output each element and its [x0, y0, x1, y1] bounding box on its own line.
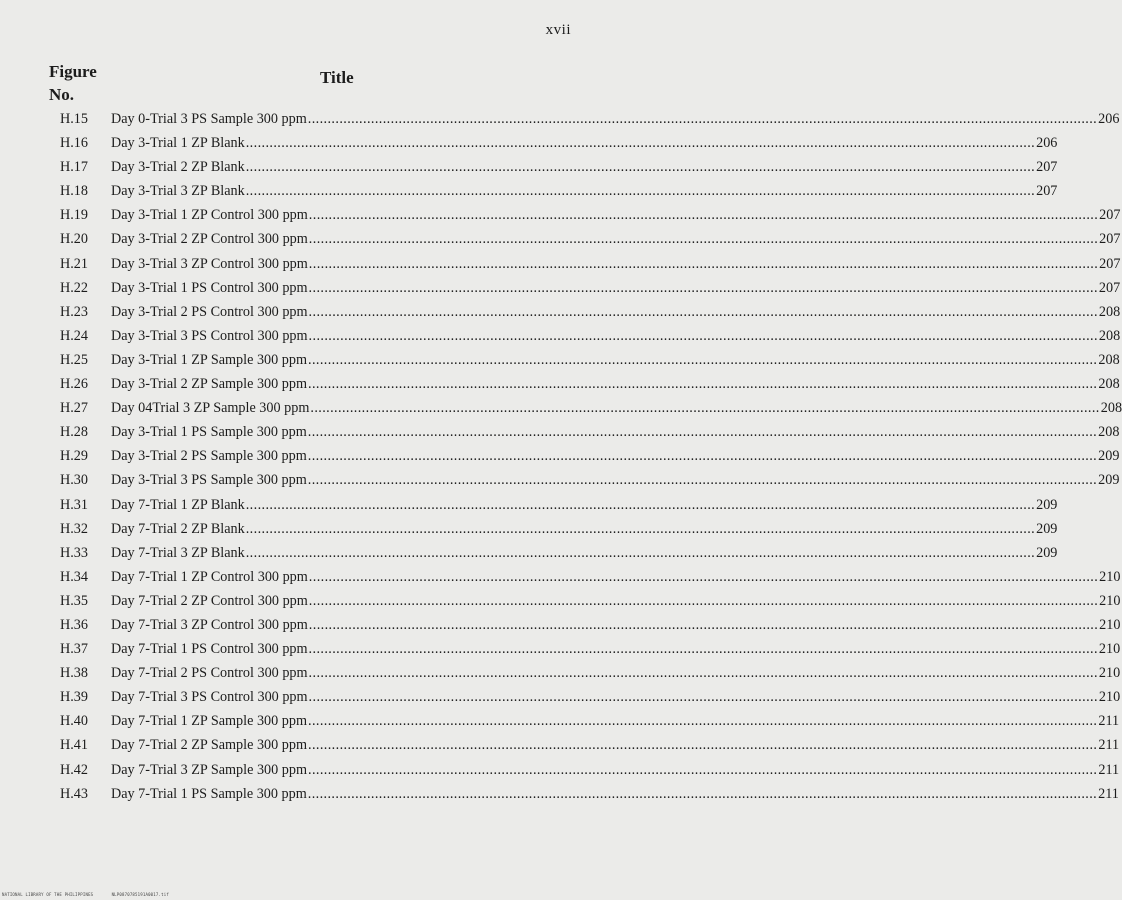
list-item	[0, 614, 1121, 638]
figure-page-number: 206	[1098, 111, 1120, 127]
dot-leader: ........................................................................................................................................................................................................	[307, 472, 1098, 489]
figure-title-line	[111, 665, 1121, 682]
list-item	[0, 542, 1058, 566]
figure-number: H.37	[60, 641, 88, 658]
footer-library-label: NATIONAL LIBRARY OF THE PHILIPPINES	[2, 892, 94, 897]
dot-leader: ........................................................................................................................................................................................................	[245, 159, 1036, 176]
dot-leader: ........................................................................................................................................................................................................	[307, 424, 1098, 441]
page-number: xvii	[545, 22, 571, 38]
figure-title: Day 0-Trial 3 PS Sample 300 ppm	[111, 111, 307, 127]
list-item	[0, 783, 1119, 807]
dot-leader: ........................................................................................................................................................................................................	[307, 785, 1098, 802]
figure-number: H.21	[60, 255, 88, 272]
dot-leader: ........................................................................................................................................................................................................	[308, 351, 1098, 368]
figure-title: Day 3-Trial 3 PS Control 300 ppm	[111, 327, 308, 344]
figure-page-number: 209	[1036, 544, 1058, 561]
list-item	[0, 686, 1121, 710]
figure-number: H.34	[60, 568, 88, 585]
figure-page-number: 210	[1098, 665, 1121, 682]
figure-title-line	[111, 400, 1122, 417]
figure-number: H.20	[60, 231, 88, 248]
list-item	[0, 349, 1120, 373]
figure-title: Day 7-Trial 2 ZP Control 300 ppm	[111, 592, 308, 609]
figure-page-number: 208	[1100, 400, 1122, 417]
figure-number: H.22	[60, 279, 88, 296]
dot-leader: ........................................................................................................................................................................................................	[245, 520, 1036, 537]
figure-page-number: 206	[1036, 135, 1058, 152]
dot-leader: ........................................................................................................................................................................................................	[245, 496, 1036, 513]
figure-title-line	[111, 616, 1121, 634]
list-item	[0, 734, 1120, 758]
figure-title-line	[111, 592, 1121, 610]
figure-title-line	[111, 159, 1058, 176]
figure-page-number: 210	[1098, 641, 1121, 658]
dot-leader: ........................................................................................................................................................................................................	[308, 761, 1098, 778]
column-heading-figure-no: Figure No.	[49, 62, 97, 104]
list-item	[0, 132, 1058, 156]
figure-title: Day 3-Trial 1 PS Control 300 ppm	[111, 279, 308, 296]
list-item	[0, 494, 1058, 518]
dot-leader: ........................................................................................................................................................................................................	[308, 231, 1099, 248]
figure-number: H.16	[60, 135, 88, 152]
figure-page-number: 207	[1099, 207, 1121, 224]
figure-number: H.42	[60, 761, 88, 778]
figure-title-line	[111, 303, 1121, 321]
figure-title-line	[111, 231, 1121, 248]
figure-page-number: 208	[1098, 303, 1121, 320]
figure-title-line	[111, 689, 1121, 706]
figure-page-number: 211	[1098, 785, 1119, 802]
figure-number: H.18	[60, 183, 88, 200]
dot-leader: ........................................................................................................................................................................................................	[308, 376, 1098, 393]
dot-leader: ........................................................................................................................................................................................................	[308, 255, 1099, 272]
figure-title-line	[111, 713, 1120, 730]
dot-leader: ........................................................................................................................................................................................................	[308, 327, 1098, 344]
footer-file-code: NLP0870785191A0017.tif	[111, 892, 169, 897]
dot-leader: ........................................................................................................................................................................................................	[307, 448, 1098, 465]
figure-number: H.43	[60, 785, 88, 802]
list-item	[0, 277, 1121, 301]
figure-title: Day 3-Trial 1 ZP Blank	[111, 135, 245, 152]
list-item	[0, 204, 1121, 228]
figure-title: Day 3-Trial 2 PS Sample 300 ppm	[111, 448, 307, 465]
figure-title-line	[111, 520, 1058, 538]
list-item	[0, 469, 1120, 493]
list-item	[0, 759, 1120, 783]
dot-leader: ........................................................................................................................................................................................................	[308, 616, 1099, 633]
figure-page-number: 210	[1099, 592, 1121, 609]
figure-number: H.19	[60, 207, 88, 224]
list-item	[0, 180, 1058, 204]
figure-title-line	[111, 135, 1058, 152]
list-item	[0, 710, 1120, 734]
figure-title: Day 3-Trial 3 ZP Blank	[111, 183, 245, 200]
dot-leader: ........................................................................................................................................................................................................	[308, 641, 1098, 658]
figure-number: H.31	[60, 496, 88, 513]
figure-number: H.41	[60, 737, 88, 754]
list-item	[0, 445, 1120, 469]
figure-page-number: 207	[1099, 231, 1121, 248]
figure-number: H.28	[60, 424, 88, 441]
figure-page-number: 207	[1099, 255, 1121, 272]
figure-page-number: 207	[1036, 159, 1058, 176]
list-item	[0, 228, 1121, 252]
figure-title: Day 3-Trial 3 ZP Control 300 ppm	[111, 255, 308, 272]
figure-page-number: 209	[1036, 496, 1058, 513]
figure-title-line	[111, 472, 1120, 489]
figure-title: Day 3-Trial 3 PS Sample 300 ppm	[111, 472, 307, 489]
figure-title-line	[111, 568, 1121, 586]
figure-page-number: 209	[1098, 448, 1120, 465]
figure-number: H.29	[60, 448, 88, 465]
figure-number: H.35	[60, 592, 88, 609]
figure-number: H.27	[60, 400, 88, 417]
figure-title-line	[111, 641, 1121, 658]
dot-leader: ........................................................................................................................................................................................................	[308, 207, 1099, 224]
figure-title: Day 7-Trial 2 PS Control 300 ppm	[111, 665, 308, 682]
figure-number: H.32	[60, 520, 88, 537]
figure-title: Day 7-Trial 3 ZP Blank	[111, 544, 245, 561]
figure-title-line	[111, 327, 1121, 345]
figure-title: Day 7-Trial 1 ZP Sample 300 ppm	[111, 713, 307, 730]
dot-leader: ........................................................................................................................................................................................................	[245, 183, 1036, 200]
figure-number: H.39	[60, 689, 88, 706]
figure-number: H.26	[60, 376, 88, 393]
list-item	[0, 301, 1121, 325]
dot-leader: ........................................................................................................................................................................................................	[310, 400, 1100, 417]
figure-page-number: 207	[1036, 183, 1058, 200]
figure-page-number: 211	[1098, 761, 1120, 778]
figure-title: Day 7-Trial 1 PS Control 300 ppm	[111, 641, 308, 658]
figure-page-number: 208	[1098, 351, 1120, 368]
figure-title: Day 7-Trial 2 ZP Blank	[111, 520, 245, 537]
list-item	[0, 638, 1121, 662]
figure-page-number: 207	[1098, 279, 1121, 296]
list-item	[0, 397, 1122, 421]
figure-number: H.23	[60, 303, 88, 320]
figure-title: Day 04Trial 3 ZP Sample 300 ppm	[111, 400, 310, 417]
figure-title-line	[111, 761, 1120, 779]
figure-page-number: 211	[1098, 713, 1120, 730]
figure-title: Day 7-Trial 2 ZP Sample 300 ppm	[111, 737, 307, 754]
dot-leader: ........................................................................................................................................................................................................	[308, 279, 1098, 296]
dot-leader: ........................................................................................................................................................................................................	[308, 689, 1098, 706]
figure-page-number: 210	[1098, 689, 1121, 706]
figure-title-line	[111, 737, 1120, 754]
list-of-figures	[0, 108, 1122, 807]
figure-title-line	[111, 279, 1121, 297]
figure-title: Day 7-Trial 1 PS Sample 300 ppm	[111, 785, 307, 802]
list-item	[0, 566, 1121, 590]
figure-title-line	[111, 111, 1120, 128]
figure-title: Day 3-Trial 2 ZP Sample 300 ppm	[111, 376, 307, 393]
figure-number: H.17	[60, 159, 88, 176]
dot-leader: ........................................................................................................................................................................................................	[308, 713, 1098, 730]
figure-title-line	[111, 376, 1120, 393]
list-item	[0, 518, 1058, 542]
figure-page-number: 208	[1098, 327, 1121, 344]
scan-footer	[2, 892, 169, 897]
dot-leader: ........................................................................................................................................................................................................	[308, 737, 1098, 754]
figure-title-line	[111, 785, 1119, 803]
list-item	[0, 253, 1121, 277]
figure-title: Day 3-Trial 2 ZP Blank	[111, 159, 245, 176]
figure-title: Day 3-Trial 2 PS Control 300 ppm	[111, 303, 308, 320]
dot-leader: ........................................................................................................................................................................................................	[308, 592, 1099, 609]
dot-leader: ........................................................................................................................................................................................................	[245, 544, 1036, 561]
list-item	[0, 662, 1121, 686]
figure-title: Day 3-Trial 1 ZP Sample 300 ppm	[111, 351, 307, 368]
figure-title-line	[111, 544, 1058, 562]
figure-title: Day 3-Trial 1 PS Sample 300 ppm	[111, 424, 307, 441]
figure-title: Day 3-Trial 1 ZP Control 300 ppm	[111, 207, 308, 224]
figure-page-number: 209	[1098, 472, 1120, 489]
figure-title: Day 7-Trial 3 ZP Control 300 ppm	[111, 616, 308, 633]
dot-leader: ........................................................................................................................................................................................................	[245, 135, 1036, 152]
figure-title: Day 7-Trial 1 ZP Blank	[111, 496, 245, 513]
list-item	[0, 373, 1120, 397]
figure-page-number: 211	[1098, 737, 1120, 754]
figure-page-number: 210	[1099, 616, 1121, 633]
dot-leader: ........................................................................................................................................................................................................	[308, 303, 1098, 320]
figure-page-number: 210	[1099, 568, 1121, 585]
figure-title: Day 7-Trial 1 ZP Control 300 ppm	[111, 568, 308, 585]
figure-page-number: 208	[1098, 424, 1120, 441]
figure-number: H.24	[60, 327, 88, 344]
figure-title-line	[111, 207, 1121, 224]
figure-title-line	[111, 424, 1120, 441]
figure-title-line	[111, 351, 1120, 369]
figure-title-line	[111, 496, 1058, 514]
list-item	[0, 156, 1058, 180]
figure-number: H.33	[60, 544, 88, 561]
dot-leader: ........................................................................................................................................................................................................	[308, 568, 1099, 585]
figure-number: H.30	[60, 472, 88, 489]
figure-number: H.40	[60, 713, 88, 730]
list-item	[0, 325, 1121, 349]
list-item	[0, 108, 1120, 132]
figure-title-line	[111, 448, 1120, 465]
figure-page-number: 209	[1036, 520, 1058, 537]
figure-title: Day 3-Trial 2 ZP Control 300 ppm	[111, 231, 308, 248]
figure-number: H.25	[60, 351, 88, 368]
figure-page-number: 208	[1098, 376, 1120, 393]
figure-title-line	[111, 255, 1121, 273]
figure-number: H.15	[60, 111, 88, 127]
list-item	[0, 590, 1121, 614]
dot-leader: ........................................................................................................................................................................................................	[307, 111, 1098, 127]
column-heading-title: Title	[320, 68, 354, 87]
dot-leader: ........................................................................................................................................................................................................	[308, 665, 1098, 682]
figure-number: H.36	[60, 616, 88, 633]
list-item	[0, 421, 1120, 445]
figure-title: Day 7-Trial 3 ZP Sample 300 ppm	[111, 761, 307, 778]
figure-title: Day 7-Trial 3 PS Control 300 ppm	[111, 689, 308, 706]
figure-number: H.38	[60, 665, 88, 682]
figure-title-line	[111, 183, 1058, 200]
